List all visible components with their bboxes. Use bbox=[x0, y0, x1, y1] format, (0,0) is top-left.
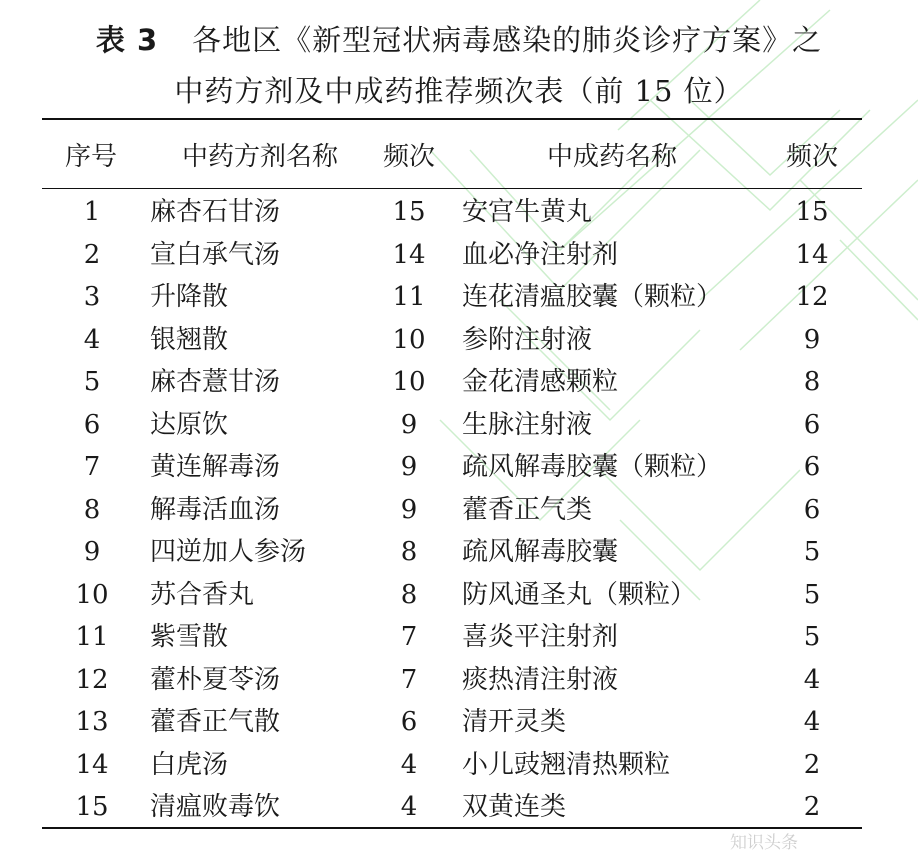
row-frequency-1: 9 bbox=[400, 494, 418, 525]
table-row bbox=[0, 574, 918, 616]
row-frequency-1: 7 bbox=[400, 622, 418, 652]
row-proprietary-medicine: 参附注射液 bbox=[462, 324, 593, 355]
table-row bbox=[0, 616, 918, 658]
row-frequency-1: 4 bbox=[400, 792, 418, 822]
row-frequency-2: 2 bbox=[803, 792, 821, 822]
row-frequency-2: 8 bbox=[803, 367, 821, 397]
row-frequency-1: 10 bbox=[392, 367, 426, 397]
row-herbal-formula: 苏合香丸 bbox=[150, 579, 255, 610]
table-header-row bbox=[0, 136, 918, 178]
row-proprietary-medicine: 血必净注射剂 bbox=[462, 239, 619, 270]
row-proprietary-medicine: 藿香正气类 bbox=[462, 494, 593, 525]
row-frequency-2: 14 bbox=[795, 239, 829, 270]
row-proprietary-medicine: 安宫牛黄丸 bbox=[462, 197, 593, 227]
table-row bbox=[0, 659, 918, 701]
table-row bbox=[0, 531, 918, 573]
row-herbal-formula: 麻杏石甘汤 bbox=[150, 197, 281, 227]
row-frequency-1: 11 bbox=[392, 282, 426, 312]
row-herbal-formula: 麻杏薏甘汤 bbox=[150, 367, 281, 397]
table-row bbox=[0, 234, 918, 276]
table-caption-line-1 bbox=[0, 20, 918, 60]
row-frequency-2: 4 bbox=[803, 707, 821, 737]
header-herbal-formula: 中药方剂名称 bbox=[181, 142, 338, 172]
row-no: 7 bbox=[83, 452, 101, 482]
row-proprietary-medicine: 双黄连类 bbox=[462, 792, 567, 822]
row-no: 5 bbox=[83, 367, 101, 397]
row-frequency-2: 9 bbox=[803, 324, 821, 355]
row-frequency-2: 12 bbox=[795, 282, 829, 312]
row-herbal-formula: 白虎汤 bbox=[150, 749, 229, 780]
row-herbal-formula: 黄连解毒汤 bbox=[150, 452, 281, 482]
row-proprietary-medicine: 小儿豉翘清热颗粒 bbox=[462, 749, 671, 780]
table-number: 表 3 bbox=[95, 23, 159, 57]
table-row bbox=[0, 786, 918, 828]
table-row bbox=[0, 361, 918, 403]
row-proprietary-medicine: 喜炎平注射剂 bbox=[462, 622, 619, 652]
row-no: 2 bbox=[83, 239, 101, 270]
row-proprietary-medicine: 清开灵类 bbox=[462, 707, 567, 737]
row-frequency-1: 9 bbox=[400, 409, 418, 440]
row-proprietary-medicine: 金花清感颗粒 bbox=[462, 367, 619, 397]
row-herbal-formula: 解毒活血汤 bbox=[150, 494, 281, 525]
row-frequency-2: 5 bbox=[803, 579, 821, 610]
row-no: 11 bbox=[75, 622, 109, 652]
row-frequency-1: 7 bbox=[400, 664, 418, 695]
row-proprietary-medicine: 疏风解毒胶囊（颗粒） bbox=[462, 452, 723, 482]
row-frequency-2: 2 bbox=[803, 749, 821, 780]
table-top-rule bbox=[42, 118, 862, 120]
row-frequency-2: 5 bbox=[803, 622, 821, 652]
table-row bbox=[0, 404, 918, 446]
table-header-rule bbox=[42, 188, 862, 189]
row-no: 1 bbox=[83, 197, 101, 227]
row-proprietary-medicine: 生脉注射液 bbox=[462, 409, 593, 440]
row-frequency-1: 4 bbox=[400, 749, 418, 780]
table-row bbox=[0, 276, 918, 318]
row-no: 4 bbox=[83, 324, 101, 355]
header-proprietary-medicine: 中成药名称 bbox=[546, 142, 677, 172]
row-herbal-formula: 紫雪散 bbox=[150, 622, 229, 652]
row-frequency-2: 6 bbox=[803, 452, 821, 482]
row-no: 8 bbox=[83, 494, 101, 525]
row-herbal-formula: 藿朴夏苓汤 bbox=[150, 664, 281, 695]
row-frequency-1: 8 bbox=[400, 537, 418, 567]
row-proprietary-medicine: 疏风解毒胶囊 bbox=[462, 537, 619, 567]
table-caption-line-2: 中药方剂及中成药推荐频次表（前 15 位） bbox=[174, 74, 744, 108]
row-frequency-1: 10 bbox=[392, 324, 426, 355]
header-frequency-1: 频次 bbox=[382, 142, 435, 172]
row-no: 9 bbox=[83, 537, 101, 567]
row-frequency-1: 6 bbox=[400, 707, 418, 737]
table-row bbox=[0, 701, 918, 743]
table-row bbox=[0, 191, 918, 233]
row-herbal-formula: 清瘟败毒饮 bbox=[150, 792, 281, 822]
row-frequency-2: 6 bbox=[803, 409, 821, 440]
watermark-text: 知识头条 bbox=[730, 833, 798, 853]
row-frequency-1: 15 bbox=[392, 197, 426, 227]
row-no: 3 bbox=[83, 282, 101, 312]
table-row bbox=[0, 319, 918, 361]
header-no: 序号 bbox=[64, 142, 117, 172]
row-frequency-2: 4 bbox=[803, 664, 821, 695]
table-title-part-1: 各地区《新型冠状病毒感染的肺炎诊疗方案》之 bbox=[192, 23, 823, 57]
row-herbal-formula: 升降散 bbox=[150, 282, 229, 312]
row-no: 14 bbox=[75, 749, 109, 780]
table-row bbox=[0, 489, 918, 531]
header-frequency-2: 频次 bbox=[785, 142, 838, 172]
row-herbal-formula: 四逆加人参汤 bbox=[150, 537, 307, 567]
table-row bbox=[0, 446, 918, 488]
row-frequency-2: 6 bbox=[803, 494, 821, 525]
row-herbal-formula: 银翘散 bbox=[150, 324, 229, 355]
table-row bbox=[0, 744, 918, 786]
row-frequency-2: 5 bbox=[803, 537, 821, 567]
row-no: 6 bbox=[83, 409, 101, 440]
row-herbal-formula: 宣白承气汤 bbox=[150, 239, 281, 270]
row-frequency-1: 14 bbox=[392, 239, 426, 270]
row-no: 10 bbox=[75, 579, 109, 610]
row-no: 13 bbox=[75, 707, 109, 737]
row-frequency-2: 15 bbox=[795, 197, 829, 227]
row-herbal-formula: 达原饮 bbox=[150, 409, 229, 440]
row-no: 15 bbox=[75, 792, 109, 822]
row-proprietary-medicine: 痰热清注射液 bbox=[462, 664, 619, 695]
row-proprietary-medicine: 防风通圣丸（颗粒） bbox=[462, 579, 697, 610]
row-proprietary-medicine: 连花清瘟胶囊（颗粒） bbox=[462, 282, 723, 312]
row-frequency-1: 8 bbox=[400, 579, 418, 610]
row-no: 12 bbox=[75, 664, 109, 695]
row-frequency-1: 9 bbox=[400, 452, 418, 482]
row-herbal-formula: 藿香正气散 bbox=[150, 707, 281, 737]
